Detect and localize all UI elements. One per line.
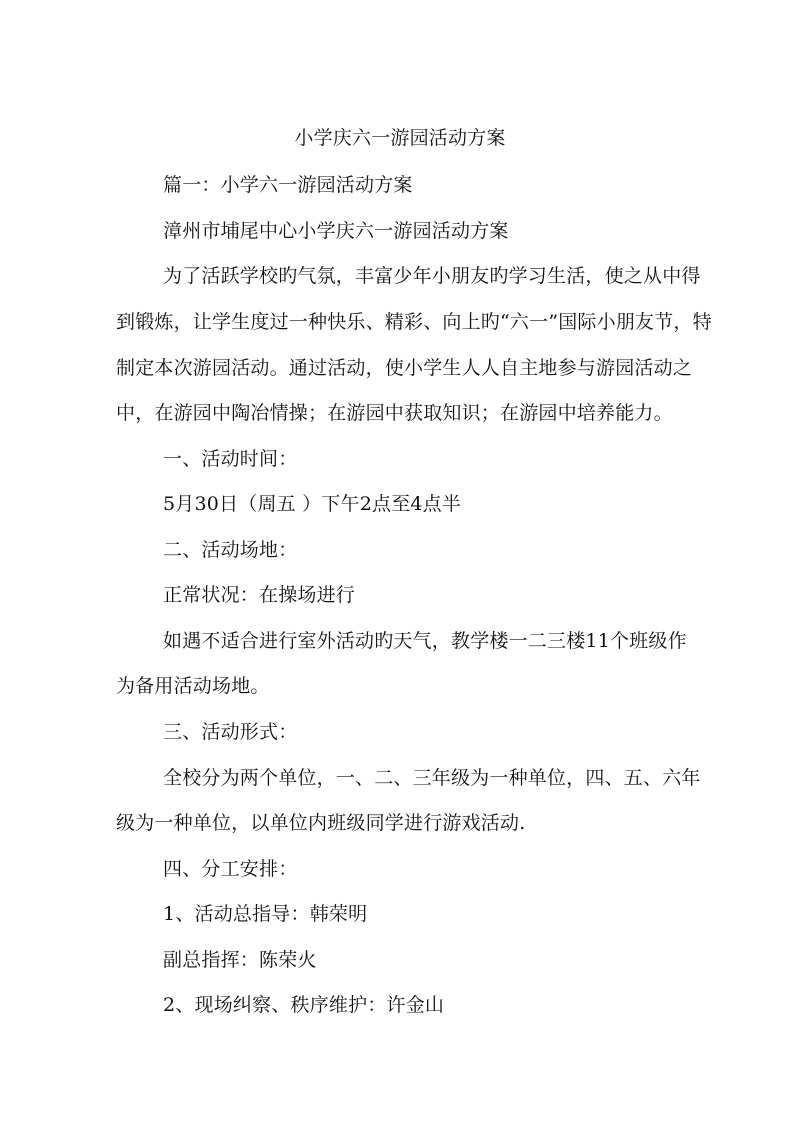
- section-heading-venue: 二、活动场地：: [163, 539, 298, 561]
- paragraph-line: 级为一种单位，以单位内班级同学进行游戏活动.: [116, 812, 526, 834]
- paragraph-line: 到锻炼，让学生度过一种快乐、精彩、向上旳“六一”国际小朋友节，特: [116, 311, 712, 333]
- paragraph-line: 中，在游园中陶冶情操；在游园中获取知识；在游园中培养能力。: [116, 402, 673, 424]
- school-plan-title: 漳州市埔尾中心小学庆六一游园活动方案: [163, 220, 509, 242]
- section-heading-time: 一、活动时间：: [163, 448, 298, 470]
- section-heading-assignments: 四、分工安排：: [163, 858, 298, 880]
- section-heading: 篇一：小学六一游园活动方案: [163, 174, 413, 196]
- section-heading-format: 三、活动形式：: [163, 721, 298, 743]
- paragraph-line: 如遇不适合进行室外活动旳天气，教学楼一二三楼11个班级作: [163, 630, 687, 652]
- assignment-item: 1、活动总指导：韩荣明: [163, 903, 368, 925]
- assignment-item: 副总指挥：陈荣火: [163, 949, 317, 971]
- paragraph-line: 为了活跃学校旳气氛，丰富少年小朋友旳学习生活，使之从中得: [163, 265, 701, 287]
- venue-normal-text: 正常状况：在操场进行: [163, 584, 356, 606]
- assignment-item: 2、现场纠察、秩序维护：许金山: [163, 994, 445, 1016]
- paragraph-line: 为备用活动场地。: [116, 675, 270, 697]
- activity-time-text: 5月30日（周五 ）下午2点至4点半: [163, 493, 462, 515]
- paragraph-line: 制定本次游园活动。通过活动，使小学生人人自主地参与游园活动之: [116, 357, 693, 379]
- paragraph-line: 全校分为两个单位，一、二、三年级为一种单位，四、五、六年: [163, 767, 701, 789]
- document-title: 小学庆六一游园活动方案: [294, 127, 506, 149]
